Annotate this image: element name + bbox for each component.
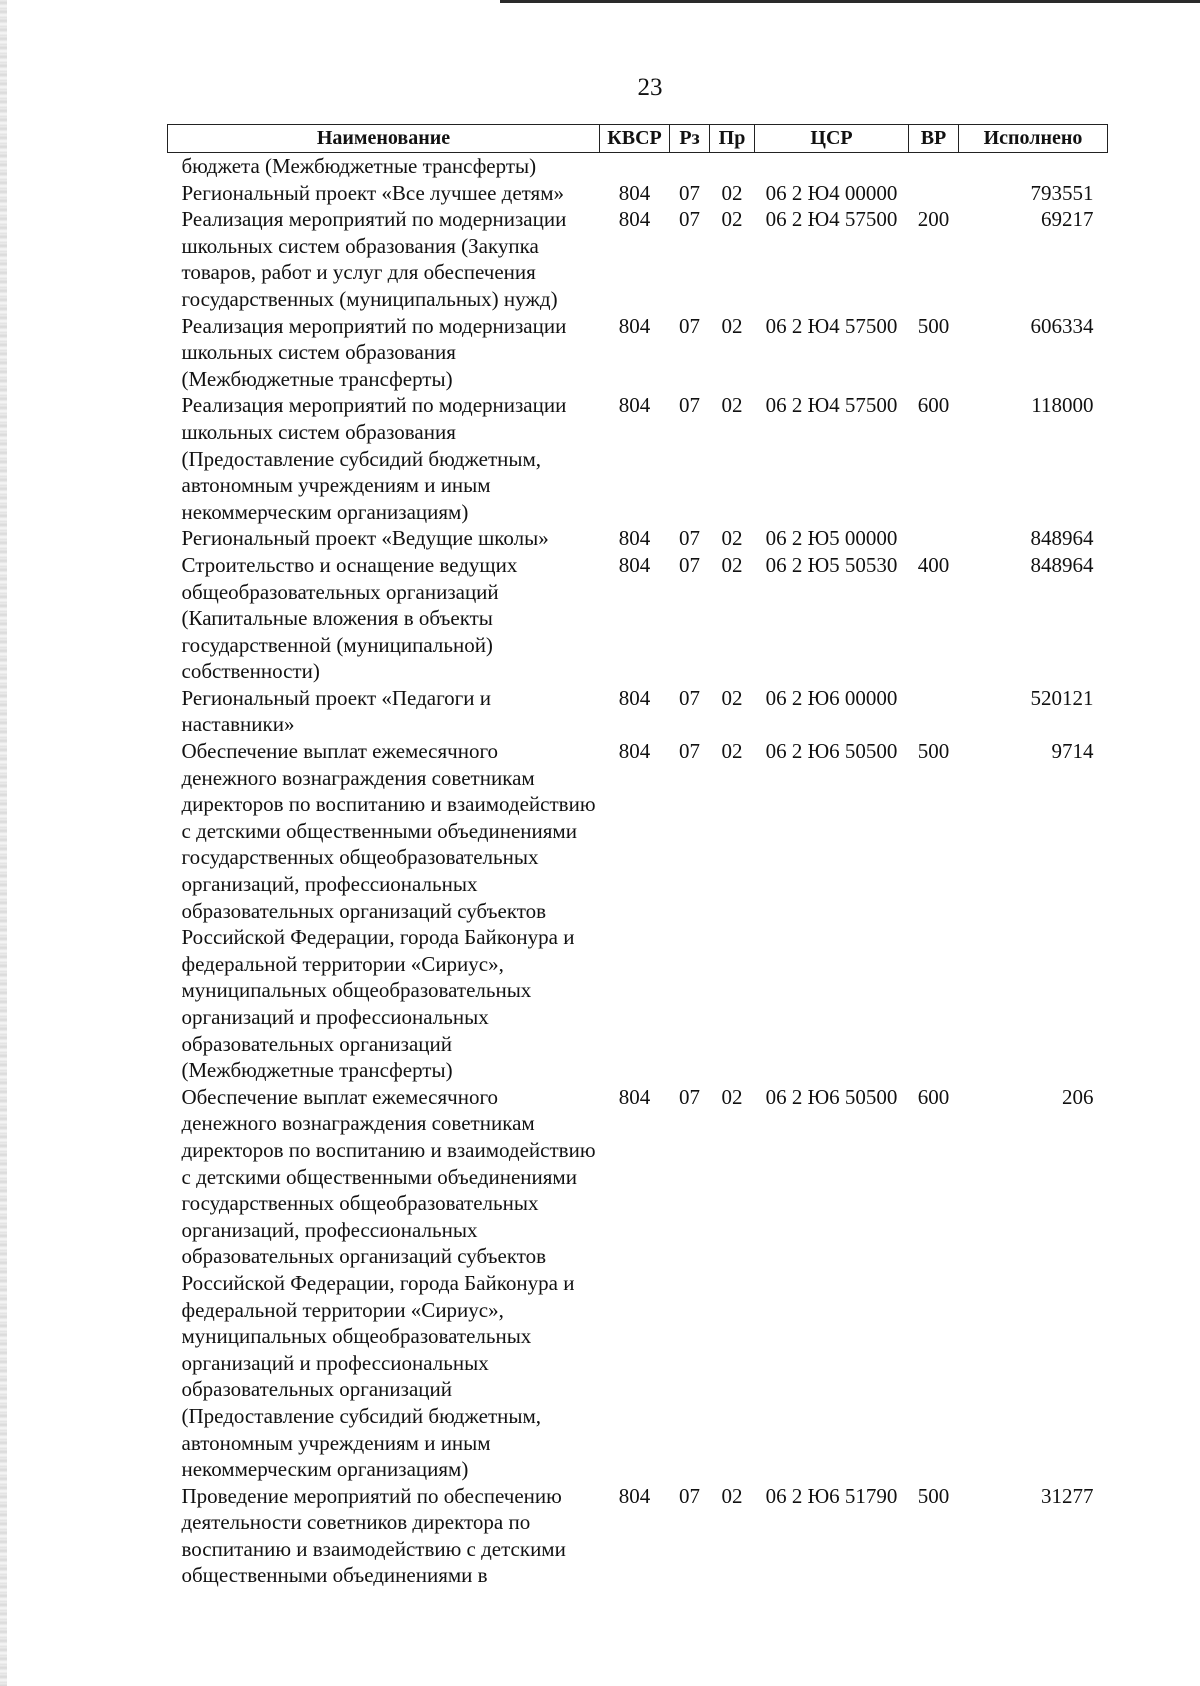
table-row bbox=[168, 313, 1108, 393]
row-rz: 07 bbox=[679, 1084, 700, 1109]
budget-table bbox=[167, 124, 1108, 1589]
table-row bbox=[168, 180, 1108, 207]
row-csr: 06 2 Ю6 50500 bbox=[765, 739, 898, 764]
row-executed: 31277 bbox=[1041, 1483, 1094, 1508]
row-executed: 9714 bbox=[1051, 739, 1094, 764]
row-name: Строительство и оснащение ведущих общеобразовательных организаций (Капитальные вложения в объекты государственной (муниципальной) собственности) bbox=[181, 552, 518, 684]
table-body bbox=[168, 153, 1108, 1590]
row-pr: 02 bbox=[721, 207, 743, 232]
row-csr: 06 2 Ю4 00000 bbox=[765, 180, 898, 205]
table-header-row bbox=[168, 125, 1108, 153]
row-vr bbox=[909, 525, 959, 552]
table-row bbox=[168, 1084, 1108, 1483]
table-row bbox=[168, 738, 1108, 1084]
header-rz: Рз bbox=[670, 125, 710, 153]
row-name: Проведение мероприятий по обеспечению деятельности советников директора по воспитанию и взаимодействию с детскими общественными объединениями в bbox=[181, 1483, 566, 1588]
header-name: Наименование bbox=[168, 125, 600, 153]
row-kvsr: 804 bbox=[618, 313, 651, 338]
row-rz: 07 bbox=[679, 739, 700, 764]
row-kvsr: 804 bbox=[618, 526, 651, 551]
row-rz: 07 bbox=[679, 180, 700, 205]
row-pr bbox=[710, 153, 755, 180]
row-executed: 606334 bbox=[1030, 313, 1094, 338]
row-csr: 06 2 Ю5 00000 bbox=[765, 526, 898, 551]
table-row bbox=[168, 552, 1108, 685]
row-name: Региональный проект «Все лучшее детям» bbox=[181, 180, 564, 205]
table-row bbox=[168, 153, 1108, 180]
row-rz: 07 bbox=[679, 207, 700, 232]
row-csr: 06 2 Ю4 57500 bbox=[765, 393, 898, 418]
row-executed: 69217 bbox=[1041, 207, 1094, 232]
row-csr: 06 2 Ю4 57500 bbox=[765, 207, 898, 232]
row-pr: 02 bbox=[721, 552, 743, 577]
row-kvsr: 804 bbox=[618, 739, 651, 764]
row-vr bbox=[909, 153, 959, 180]
row-vr: 600 bbox=[917, 1084, 950, 1109]
row-csr: 06 2 Ю5 50530 bbox=[765, 552, 898, 577]
row-rz: 07 bbox=[679, 313, 700, 338]
row-vr: 500 bbox=[917, 1483, 950, 1508]
row-pr: 02 bbox=[721, 739, 743, 764]
row-rz: 07 bbox=[679, 685, 700, 710]
row-kvsr: 804 bbox=[618, 685, 651, 710]
row-vr: 500 bbox=[917, 313, 950, 338]
row-kvsr: 804 bbox=[618, 1483, 651, 1508]
row-vr: 200 bbox=[917, 207, 950, 232]
row-name: Реализация мероприятий по модернизации школьных систем образования (Закупка товаров, работ и услуг для обеспечения государственных (муниципальных) нужд) bbox=[181, 207, 567, 311]
row-rz: 07 bbox=[679, 1483, 700, 1508]
row-executed: 206 bbox=[1062, 1084, 1094, 1109]
row-pr: 02 bbox=[721, 313, 743, 338]
row-vr: 600 bbox=[917, 393, 950, 418]
row-pr: 02 bbox=[721, 685, 743, 710]
row-rz: 07 bbox=[679, 393, 700, 418]
row-name: бюджета (Межбюджетные трансферты) bbox=[181, 154, 537, 178]
table-row bbox=[168, 685, 1108, 738]
row-pr: 02 bbox=[721, 526, 743, 551]
row-csr: 06 2 Ю6 51790 bbox=[765, 1483, 898, 1508]
row-rz bbox=[670, 153, 710, 180]
row-executed: 793551 bbox=[1030, 180, 1094, 205]
row-pr: 02 bbox=[721, 180, 743, 205]
row-executed: 848964 bbox=[1030, 552, 1094, 577]
row-csr bbox=[755, 153, 909, 180]
row-csr: 06 2 Ю6 50500 bbox=[765, 1084, 898, 1109]
row-vr: 400 bbox=[917, 552, 950, 577]
row-name: Обеспечение выплат ежемесячного денежного вознаграждения советникам директоров по воспитанию и взаимодействию с детскими общественными объединениями государственных общеобразовательных организаций, профессиональных образовательных организаций субъектов Российской Федерации, города Байконура и федеральной территории «Сириус», муниципальных общеобразовательных организаций и профессиональных образовательных организаций (Межбюджетные трансферты) bbox=[181, 739, 596, 1083]
row-name: Региональный проект «Ведущие школы» bbox=[181, 526, 549, 551]
header-vr: ВР bbox=[909, 125, 959, 153]
top-rule bbox=[500, 0, 1200, 3]
row-executed bbox=[959, 153, 1108, 180]
row-name: Реализация мероприятий по модернизации школьных систем образования (Предоставление субсидий бюджетным, автономным учреждениям и иным некоммерческим организациям) bbox=[181, 393, 567, 524]
row-csr: 06 2 Ю6 00000 bbox=[765, 685, 898, 710]
row-csr: 06 2 Ю4 57500 bbox=[765, 313, 898, 338]
table-row bbox=[168, 525, 1108, 552]
row-executed: 520121 bbox=[1030, 685, 1094, 710]
row-kvsr: 804 bbox=[618, 1084, 651, 1109]
row-executed: 848964 bbox=[1030, 526, 1094, 551]
table-row bbox=[168, 206, 1108, 312]
row-name: Региональный проект «Педагоги и наставники» bbox=[181, 685, 492, 737]
row-kvsr: 804 bbox=[618, 207, 651, 232]
row-vr bbox=[909, 685, 959, 738]
row-pr: 02 bbox=[721, 393, 743, 418]
row-kvsr: 804 bbox=[618, 180, 651, 205]
header-pr: Пр bbox=[710, 125, 755, 153]
row-kvsr: 804 bbox=[618, 393, 651, 418]
row-pr: 02 bbox=[721, 1084, 743, 1109]
row-kvsr bbox=[600, 153, 670, 180]
row-executed: 118000 bbox=[1031, 393, 1094, 418]
row-name: Реализация мероприятий по модернизации школьных систем образования (Межбюджетные трансферты) bbox=[181, 313, 567, 391]
row-vr: 500 bbox=[917, 739, 950, 764]
row-pr: 02 bbox=[721, 1483, 743, 1508]
row-name: Обеспечение выплат ежемесячного денежного вознаграждения советникам директоров по воспитанию и взаимодействию с детскими общественными объединениями государственных общеобразовательных организаций, профессиональных образовательных организаций субъектов Российской Федерации, города Байконура и федеральной территории «Сириус», муниципальных общеобразовательных организаций и профессиональных образовательных организаций (Предоставление субсидий бюджетным, автономным учреждениям и иным некоммерческим организациям) bbox=[181, 1084, 596, 1482]
page-number: 23 bbox=[637, 74, 663, 101]
header-executed: Исполнено bbox=[959, 125, 1108, 153]
table-row bbox=[168, 1483, 1108, 1589]
row-kvsr: 804 bbox=[618, 552, 651, 577]
row-vr bbox=[909, 180, 959, 207]
header-csr: ЦСР bbox=[755, 125, 909, 153]
row-rz: 07 bbox=[679, 552, 700, 577]
table-row bbox=[168, 392, 1108, 525]
row-rz: 07 bbox=[679, 526, 700, 551]
header-kvsr: КВСР bbox=[600, 125, 670, 153]
scan-edge bbox=[0, 0, 7, 1686]
